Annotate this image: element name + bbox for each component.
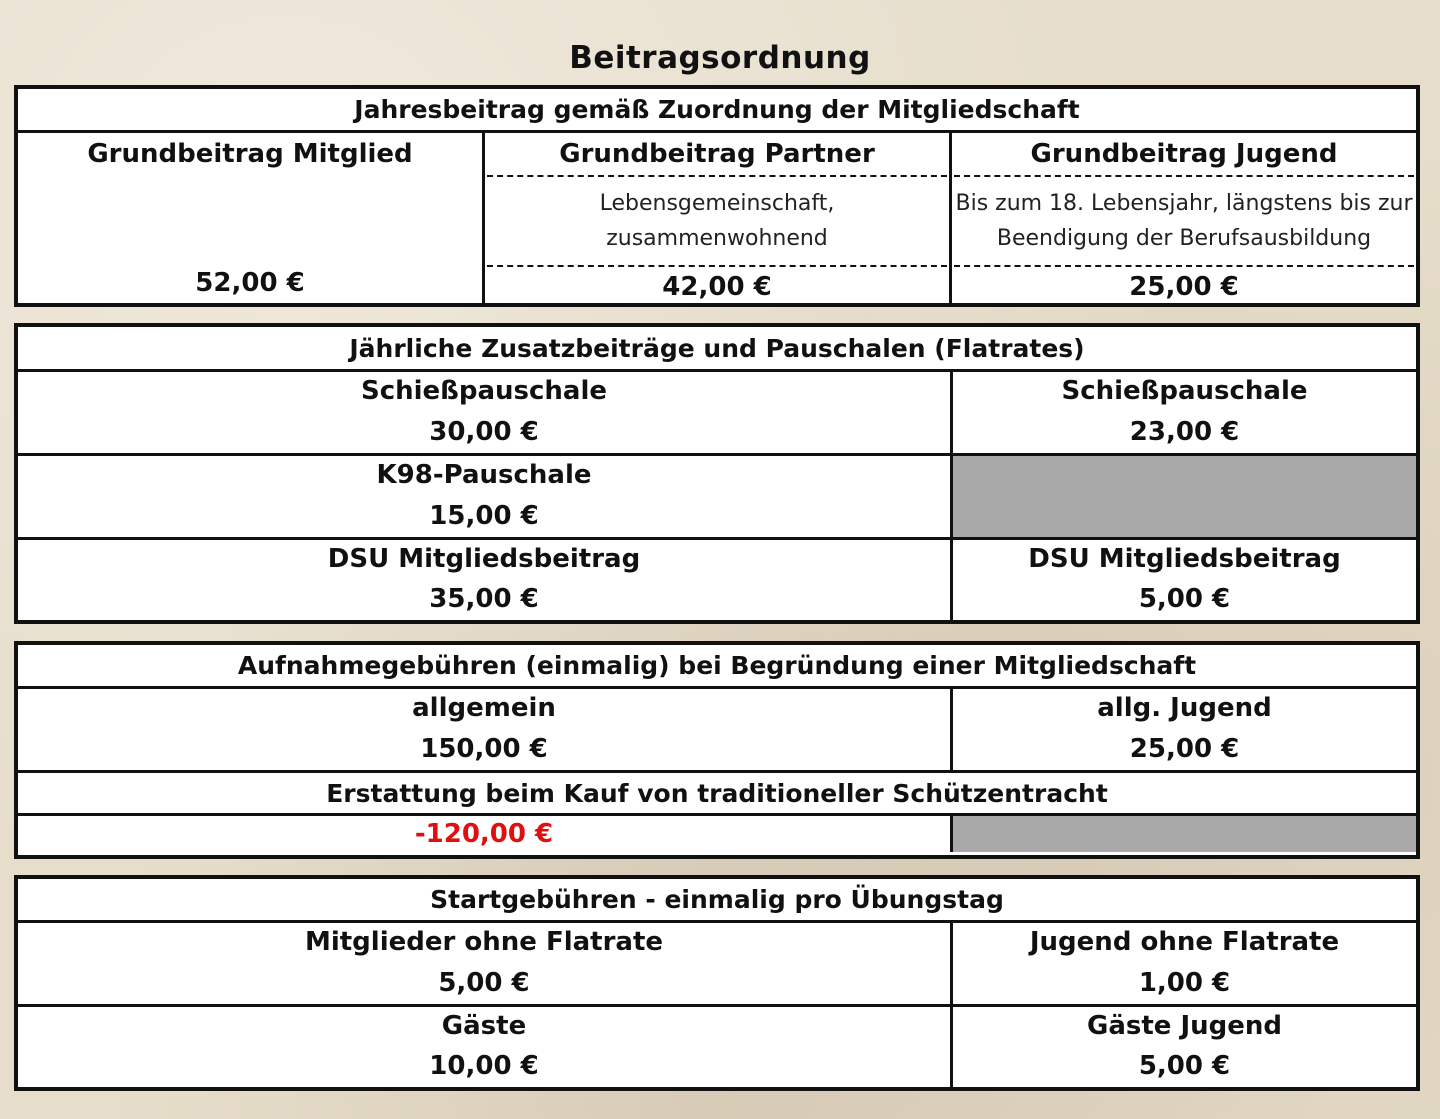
flatrate-right <box>950 540 1416 620</box>
flatrate-label: K98-Pauschale <box>376 460 592 490</box>
flatrate-row <box>18 369 1416 453</box>
start-label: Gäste <box>441 1011 527 1041</box>
admission-amount: 150,00 € <box>420 734 548 764</box>
annual-fee-heading-row <box>18 89 1416 130</box>
annual-col-note-line: Beendigung der Berufsausbildung <box>996 226 1372 251</box>
admission-left <box>18 689 950 770</box>
annual-col-note-line: Lebensgemeinschaft, <box>599 191 835 216</box>
flatrate-left <box>18 372 950 453</box>
annual-col-youth <box>949 133 1416 307</box>
flatrates-heading: Jährliche Zusatzbeiträge und Pauschalen (Flatrates) <box>349 333 1085 363</box>
admission-heading-row <box>18 645 1416 686</box>
annual-col-amount: 25,00 € <box>1129 272 1239 302</box>
flatrates-heading-row <box>18 327 1416 369</box>
admission-row <box>18 686 1416 770</box>
admission-amount: 25,00 € <box>1129 734 1240 764</box>
flatrate-right <box>950 372 1416 453</box>
start-label: Mitglieder ohne Flatrate <box>304 927 664 957</box>
admission-label: allgemein <box>412 693 556 723</box>
admission-table <box>14 641 1420 859</box>
admission-heading: Aufnahmegebühren (einmalig) bei Begründung einer Mitgliedschaft <box>237 651 1197 680</box>
admission-right <box>950 689 1416 770</box>
refund-amount: -120,00 € <box>414 819 554 849</box>
page-title: Beitragsordnung <box>569 40 871 76</box>
start-right <box>950 923 1416 1004</box>
start-left <box>18 1007 950 1087</box>
refund-heading: Erstattung beim Kauf von traditioneller Schützentracht <box>326 778 1108 808</box>
flatrate-label: Schießpauschale <box>1061 376 1308 406</box>
refund-heading-row <box>18 770 1416 813</box>
annual-col-amount: 42,00 € <box>662 272 772 302</box>
refund-row <box>18 813 1416 852</box>
start-amount: 5,00 € <box>438 968 530 998</box>
annual-col-note <box>952 177 1416 265</box>
start-fee-table <box>14 875 1420 1091</box>
flatrate-left <box>18 540 950 620</box>
start-right <box>950 1007 1416 1087</box>
flatrate-amount: 5,00 € <box>1138 584 1231 614</box>
start-row <box>18 1004 1416 1087</box>
start-heading: Startgebühren - einmalig pro Übungstag <box>430 885 1004 914</box>
annual-fee-heading: Jahresbeitrag gemäß Zuordnung der Mitgliedschaft <box>354 95 1080 124</box>
flatrate-row <box>18 453 1416 537</box>
start-amount: 1,00 € <box>1138 968 1231 998</box>
annual-col-member <box>18 133 482 307</box>
annual-col-note <box>485 177 949 265</box>
annual-col-label: Grundbeitrag Jugend <box>1030 139 1338 169</box>
start-label: Jugend ohne Flatrate <box>1029 927 1340 957</box>
start-left <box>18 923 950 1004</box>
annual-col-amount: 52,00 € <box>195 268 305 298</box>
flatrate-label: DSU Mitgliedsbeitrag <box>1028 544 1341 574</box>
annual-col-note-line: zusammenwohnend <box>606 226 828 251</box>
start-label: Gäste Jugend <box>1086 1011 1283 1041</box>
start-amount: 5,00 € <box>1138 1051 1231 1081</box>
start-amount: 10,00 € <box>429 1051 539 1081</box>
admission-label: allg. Jugend <box>1097 693 1272 723</box>
flatrates-table <box>14 323 1420 624</box>
flatrate-amount: 15,00 € <box>429 501 539 531</box>
flatrate-amount: 35,00 € <box>429 584 539 614</box>
annual-fee-table <box>14 85 1420 307</box>
refund-empty-cell <box>950 816 1416 852</box>
start-heading-row <box>18 879 1416 920</box>
flatrate-left <box>18 456 950 537</box>
annual-fee-columns <box>18 130 1416 307</box>
annual-col-label: Grundbeitrag Mitglied <box>87 139 413 169</box>
flatrate-label: Schießpauschale <box>360 376 608 406</box>
flatrate-amount: 30,00 € <box>429 417 539 447</box>
annual-col-partner <box>482 133 949 307</box>
flatrate-empty-cell <box>950 456 1416 537</box>
flatrate-label: DSU Mitgliedsbeitrag <box>327 544 641 574</box>
start-row <box>18 920 1416 1004</box>
flatrate-amount: 23,00 € <box>1129 417 1240 447</box>
annual-col-label: Grundbeitrag Partner <box>559 139 875 169</box>
flatrate-row <box>18 537 1416 620</box>
annual-col-note-line: Bis zum 18. Lebensjahr, längstens bis zur <box>955 191 1413 216</box>
